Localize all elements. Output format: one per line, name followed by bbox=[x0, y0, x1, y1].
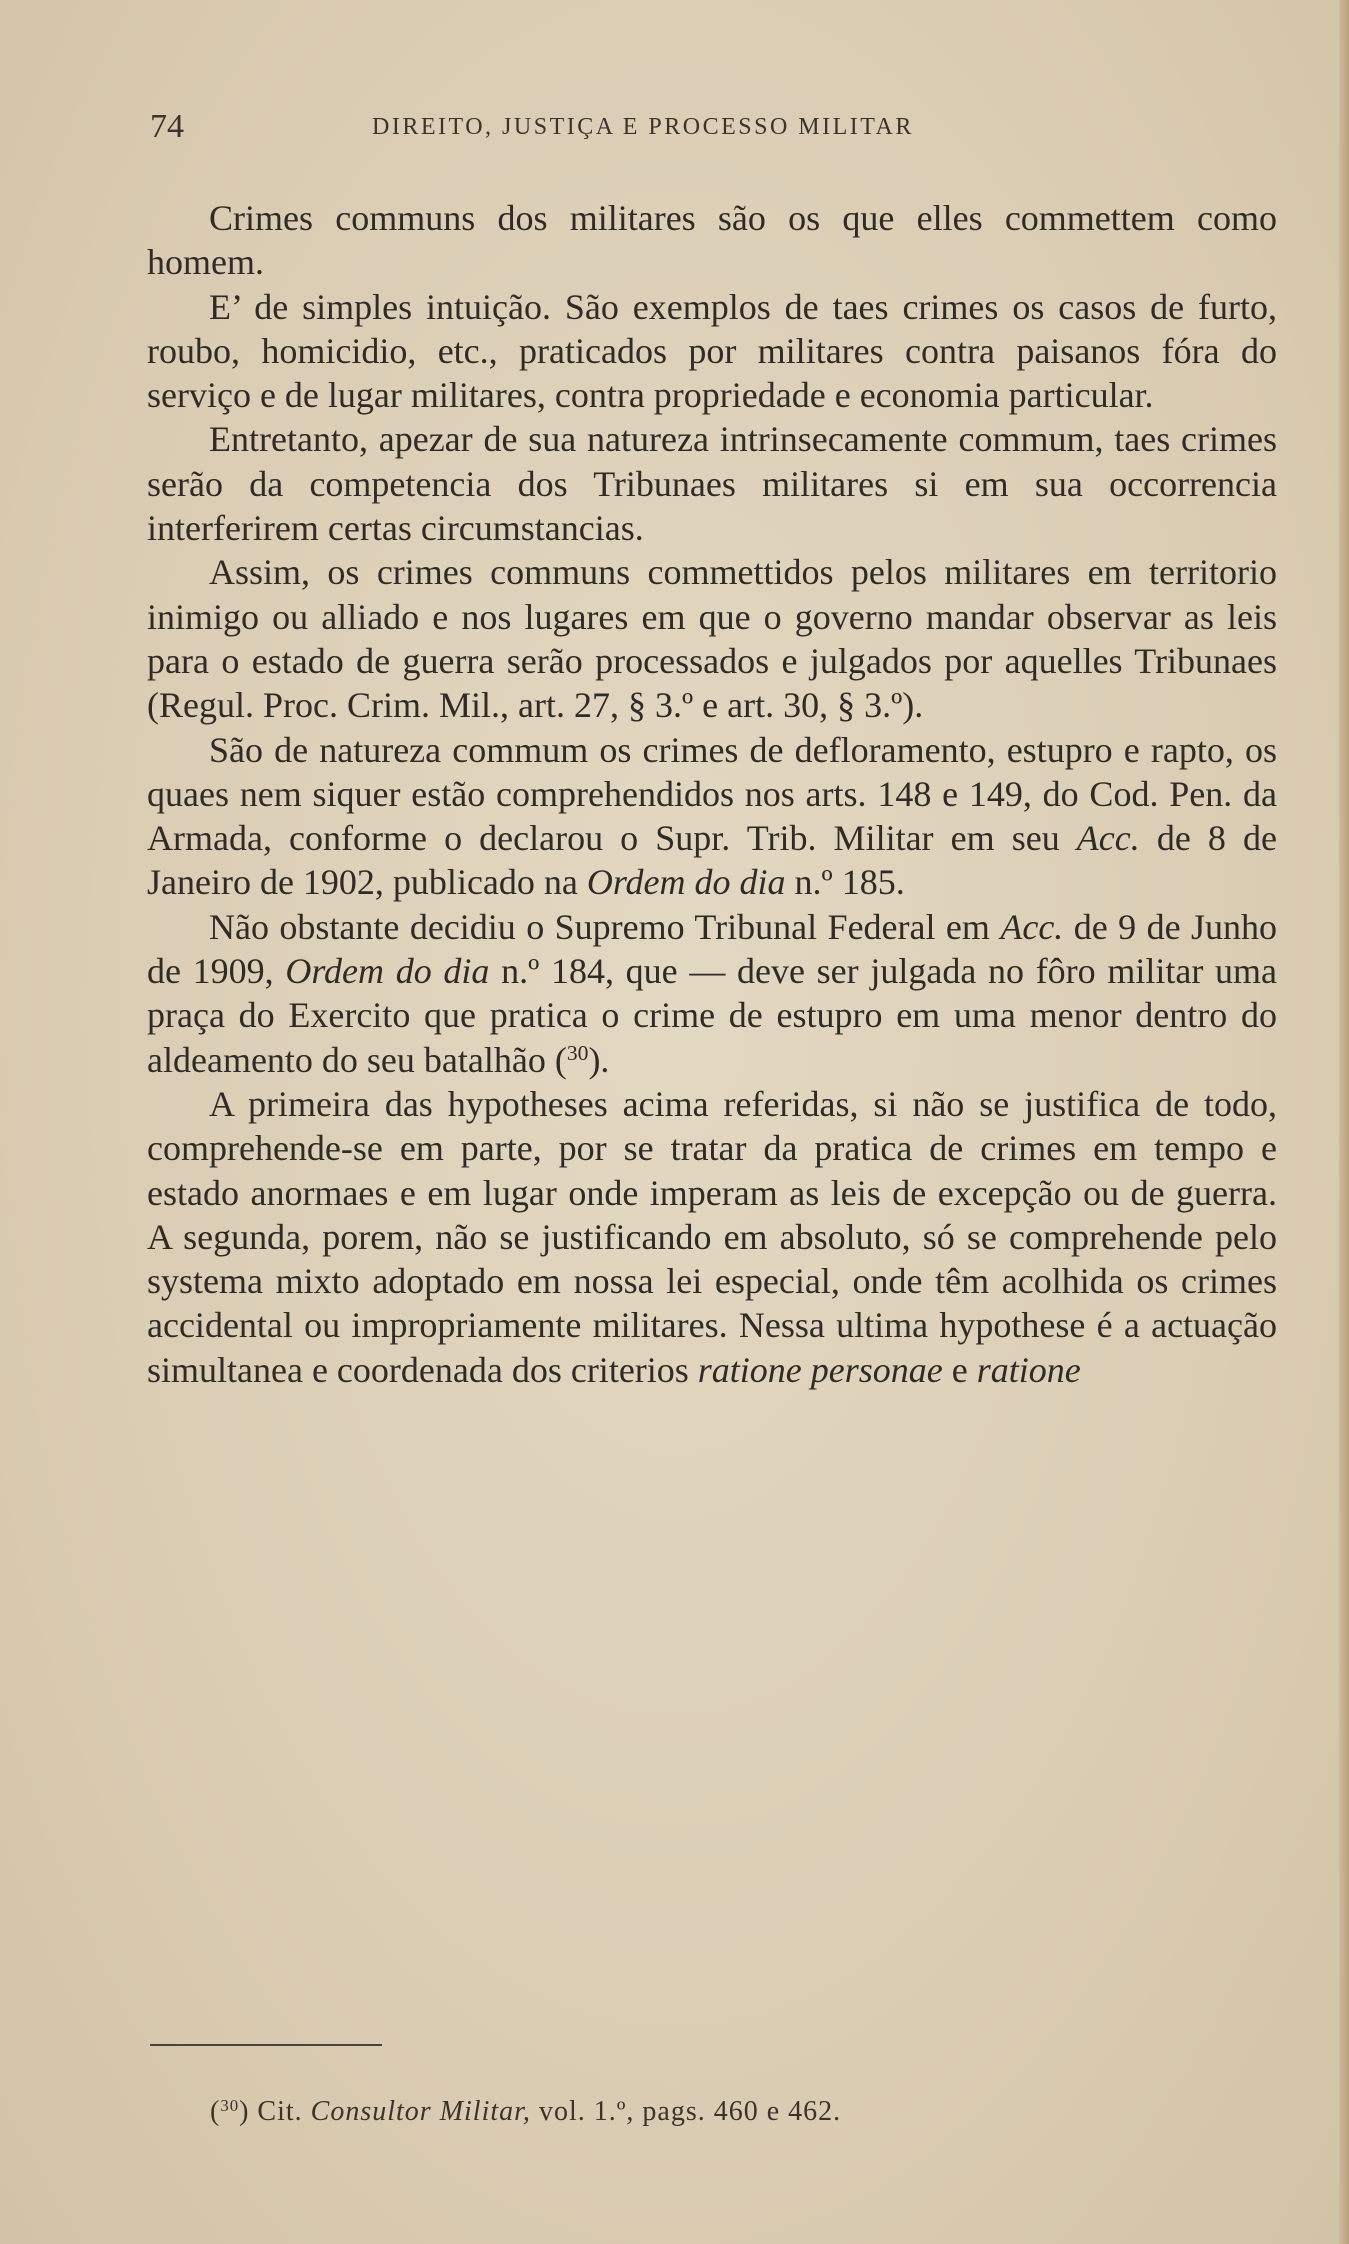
footnote-close: ) Cit. bbox=[239, 2096, 311, 2127]
text-run: de 9 de Junho de 1909, bbox=[147, 906, 1277, 992]
italic-run: Ordem do dia bbox=[285, 951, 490, 992]
running-head: DIREITO, JUSTIÇA E PROCESSO MILITAR bbox=[372, 114, 914, 140]
page-edge bbox=[1339, 0, 1349, 2244]
italic-run: Acc. bbox=[1076, 818, 1140, 859]
italic-run: Acc. bbox=[1000, 906, 1064, 947]
text-run: São de natureza commum os crimes de defloramento, estupro e rapto, os quaes nem siquer estão comprehendidos nos arts. 148 e 149, do Cod. Pen. da Armada, conforme o declarou o Supr. Trib. Militar em seu bbox=[147, 729, 1277, 859]
paragraph bbox=[147, 1082, 1277, 1392]
footnote-title: Consultor Militar, bbox=[310, 2096, 531, 2127]
page-header bbox=[150, 108, 1280, 152]
page-number: 74 bbox=[150, 108, 184, 145]
footnote-number: 30 bbox=[220, 2095, 240, 2115]
italic-run: Ordem do dia bbox=[586, 862, 786, 903]
text-run: ). bbox=[588, 1039, 610, 1080]
text-run: e bbox=[942, 1349, 977, 1390]
text-run: de 8 de Janeiro de 1902, publicado na bbox=[147, 818, 1277, 903]
text-run: A primeira das hypotheses acima referidas, si não se justifica de todo, comprehende-se em parte, por se tratar da pratica de crimes em tempo e estado anormaes e em lugar onde imperam as leis de excepção ou de guerra. A segunda, porem, não se justificando em absoluto, só se comprehende pelo systema mixto adoptado em nossa lei especial, onde têm acolhida os crimes accidental ou impropriamente militares. Nessa ultima hypothese é a actuação simultanea e coordenada dos criterios bbox=[147, 1083, 1277, 1390]
italic-run: ratione bbox=[976, 1349, 1081, 1390]
footnote bbox=[210, 2096, 1270, 2128]
paragraph: Entretanto, apezar de sua natureza intrinsecamente commum, taes crimes serão da competencia dos Tribunaes militares si em sua occorrencia interferirem certas circumstancias. bbox=[147, 419, 1277, 549]
text-run: n.º 184, que — deve ser julgada no fôro militar uma praça do Exercito que pratica o crime de estupro em uma menor dentro do aldeamento do seu batalhão ( bbox=[147, 951, 1278, 1080]
paragraph: Assim, os crimes communs commettidos pelos militares em territorio inimigo ou alliado e nos lugares em que o governo mandar observar as leis para o estado de guerra serão processados e julgados por aquelles Tribunaes (Regul. Proc. Crim. Mil., art. 27, § 3.º e art. 30, § 3.º). bbox=[147, 552, 1277, 726]
footnote-text: vol. 1.º, pags. 460 e 462. bbox=[530, 2096, 842, 2127]
footnote-reference[interactable]: 30 bbox=[566, 1040, 589, 1065]
paragraph bbox=[147, 905, 1277, 1082]
footnote-open: ( bbox=[210, 2096, 221, 2127]
text-run: n.º 185. bbox=[785, 862, 905, 903]
text-run: Não obstante decidiu o Supremo Tribunal Federal em bbox=[209, 906, 1001, 947]
body-text bbox=[147, 196, 1277, 1392]
italic-run: ratione personae bbox=[697, 1349, 943, 1390]
footnote-rule bbox=[150, 2044, 382, 2046]
paragraph: Crimes communs dos militares são os que elles commettem como homem. bbox=[147, 198, 1277, 283]
paragraph bbox=[147, 728, 1277, 905]
paragraph: E’ de simples intuição. São exemplos de taes crimes os casos de furto, roubo, homicidio, etc., praticados por militares contra paisanos fóra do serviço e de lugar militares, contra propriedade e economia particular. bbox=[147, 286, 1277, 416]
